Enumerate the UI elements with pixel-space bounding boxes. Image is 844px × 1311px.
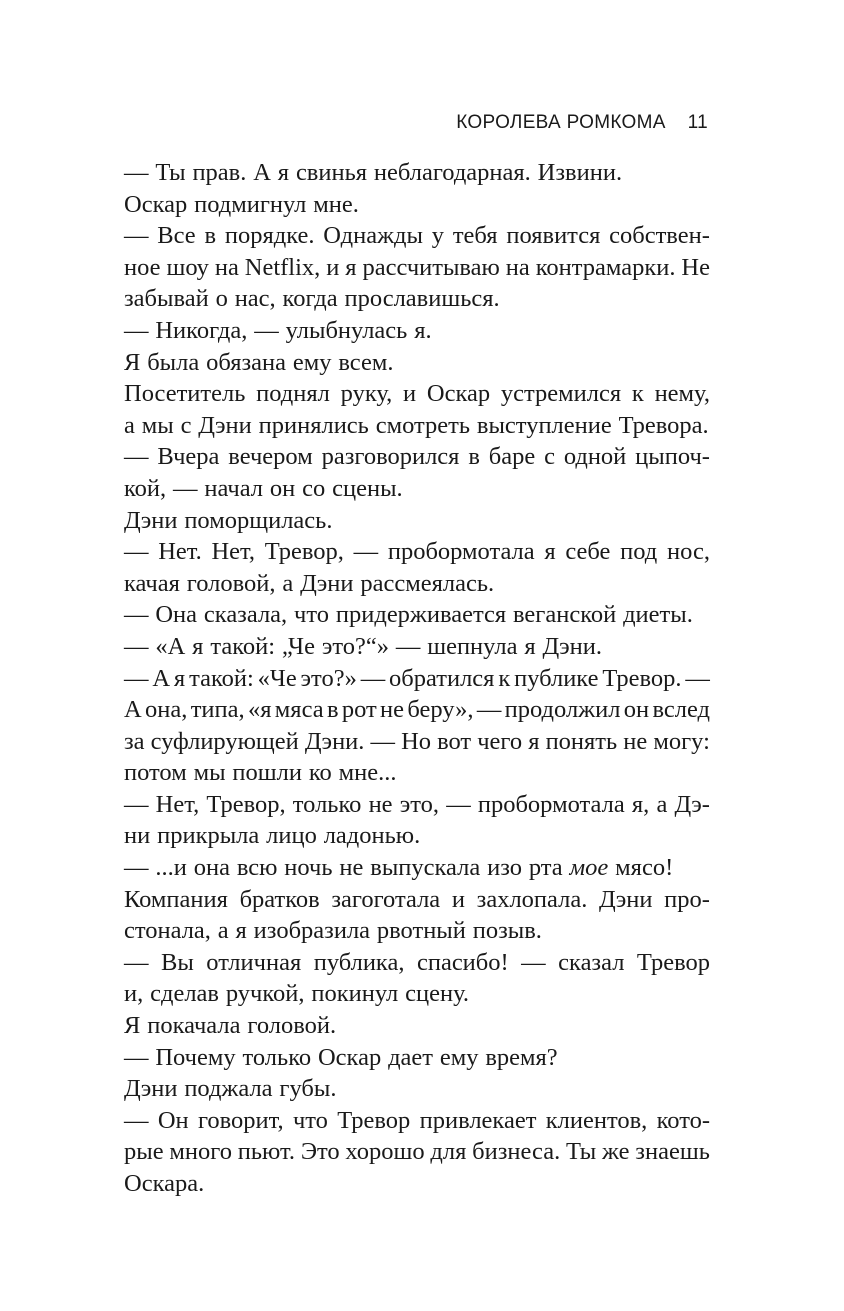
word: —: [395, 632, 421, 660]
word: ручкой,: [225, 980, 305, 1008]
text-line: [124, 283, 710, 315]
word: —: [446, 790, 471, 818]
word: Почему: [155, 1043, 236, 1071]
word: он: [269, 474, 296, 502]
word: Нет.: [158, 538, 202, 566]
word: с: [180, 411, 192, 439]
text-line: [124, 1010, 710, 1042]
word: и: [403, 380, 417, 408]
word: руку,: [340, 380, 393, 408]
word: пробормотала: [387, 538, 535, 566]
word: Оскар: [317, 1043, 382, 1071]
word: А: [253, 159, 271, 186]
word: кото-: [656, 1106, 710, 1134]
word: —: [124, 632, 149, 660]
word: «Че: [257, 664, 297, 692]
word: я: [524, 632, 536, 660]
word: типа,: [190, 696, 245, 724]
text-line: [124, 410, 710, 442]
word: к: [498, 664, 511, 692]
word: отличная: [206, 948, 302, 976]
word: он: [623, 696, 650, 724]
word: Тревор,: [264, 538, 344, 566]
text-line: [124, 1168, 710, 1200]
word: мне...: [338, 759, 397, 787]
word: у: [431, 222, 445, 250]
word: Дэни: [124, 1075, 178, 1103]
word: ему: [292, 348, 332, 376]
word: кой,: [124, 474, 167, 502]
word: дает: [388, 1043, 433, 1071]
word: ладонью.: [323, 822, 421, 850]
word: изо: [487, 854, 523, 882]
text-line: [124, 631, 710, 663]
word: Дэни: [124, 506, 178, 534]
word: и: [451, 885, 465, 913]
word: цыпоч-: [635, 443, 710, 471]
word: А: [124, 696, 142, 724]
word: —: [124, 316, 149, 344]
word: диеты.: [623, 601, 693, 629]
word: бизнеса.: [472, 1138, 561, 1166]
word: выступление: [476, 411, 612, 439]
text-line: [124, 852, 710, 884]
word: я: [235, 917, 247, 945]
word: прославишься.: [344, 285, 500, 313]
text-line: [124, 157, 710, 189]
word: захлопала.: [476, 885, 588, 913]
word: время?: [485, 1043, 558, 1071]
word: она: [193, 854, 230, 882]
word: покинул: [311, 980, 399, 1008]
word: я,: [631, 790, 650, 818]
word: на: [505, 253, 530, 281]
word: не: [623, 727, 648, 755]
word: Тревор,: [206, 790, 286, 818]
word: принялись: [258, 411, 369, 439]
word: стонала,: [124, 917, 211, 945]
word: что: [292, 1106, 328, 1134]
word: нему,: [654, 380, 710, 408]
word: рта: [528, 854, 563, 882]
word: неблагодарная.: [373, 159, 531, 186]
word: поморщилась.: [184, 506, 333, 534]
word: со: [302, 474, 326, 502]
word: клиентов,: [545, 1106, 648, 1134]
word: Извини.: [537, 159, 623, 186]
word: же: [602, 1138, 630, 1166]
word: в: [204, 222, 217, 250]
word: Netflix,: [244, 253, 321, 281]
text-line: [124, 884, 710, 916]
word: улыбнулась: [285, 316, 408, 344]
text-line: [124, 757, 710, 789]
word: не: [380, 696, 405, 724]
word: Она: [155, 601, 198, 629]
word: вот: [437, 727, 472, 755]
word: сцены.: [332, 474, 403, 502]
word: мы: [141, 411, 174, 439]
word: это,: [399, 790, 440, 818]
word: ночь: [284, 854, 333, 882]
word: «А: [155, 632, 186, 660]
word: свинья: [295, 159, 368, 186]
word: всем.: [338, 348, 394, 376]
word: только: [292, 790, 362, 818]
word: такой:: [189, 664, 254, 692]
text-line: [124, 1073, 710, 1105]
word: Тревор: [636, 948, 710, 976]
word: мяса: [274, 696, 324, 724]
word: Вы: [160, 948, 194, 976]
word: мы: [193, 759, 226, 787]
word: изобразила: [253, 917, 371, 945]
word: привлекает: [419, 1106, 537, 1134]
word: «я: [247, 696, 272, 724]
word: ...и: [155, 854, 187, 882]
word: это?“»: [321, 632, 389, 660]
word: с: [544, 443, 555, 471]
word: —: [124, 222, 149, 250]
word: рот: [341, 696, 377, 724]
word: поднял: [256, 380, 330, 408]
word: нос,: [666, 538, 710, 566]
word: —: [124, 664, 149, 692]
word: Нет,: [211, 538, 256, 566]
word: Дэни.: [542, 632, 603, 660]
word: ни: [124, 822, 151, 850]
word: понять: [545, 727, 618, 755]
word: —: [124, 790, 149, 818]
word: —: [124, 1043, 149, 1071]
word: она,: [145, 696, 188, 724]
word: Дэни.: [304, 727, 365, 755]
word: качая: [124, 569, 180, 597]
word: Тревор.: [602, 664, 682, 692]
word: —: [476, 696, 502, 724]
word: а: [282, 569, 294, 597]
word: пробормотала: [477, 790, 625, 818]
word: —: [124, 1106, 149, 1134]
word: я: [345, 253, 357, 281]
word: беру»,: [407, 696, 474, 724]
word: чего: [477, 727, 523, 755]
word: а: [124, 411, 135, 439]
word: рассчитываю: [362, 253, 500, 281]
word: публике: [514, 664, 599, 692]
word: Но: [401, 727, 432, 755]
word: загоготала: [331, 885, 441, 913]
word: шоу: [166, 253, 209, 281]
word: я: [192, 632, 204, 660]
word: обязана: [206, 348, 287, 376]
word: про-: [664, 885, 710, 913]
word: Я: [124, 1012, 141, 1040]
word: позыв.: [472, 917, 542, 945]
word: сделав: [150, 980, 219, 1008]
word: сцену.: [405, 980, 470, 1008]
word: —: [173, 474, 198, 502]
running-title: КОРОЛЕВА РОМКОМА: [456, 112, 666, 133]
word: —: [124, 948, 149, 976]
word: суфлирующей: [150, 727, 299, 755]
word: Это: [300, 1138, 340, 1166]
word: Посетитель: [124, 380, 246, 408]
word: продолжил: [504, 696, 621, 724]
word: Никогда,: [155, 316, 248, 344]
word: пьют.: [237, 1138, 296, 1166]
word: под: [620, 538, 658, 566]
word: Он: [157, 1106, 189, 1134]
word: братков: [239, 885, 320, 913]
word: —: [124, 538, 149, 566]
word: не: [339, 854, 364, 882]
word: говорит,: [197, 1106, 284, 1134]
word: начал: [204, 474, 264, 502]
word: Ты: [566, 1138, 597, 1166]
word: Однажды: [323, 222, 423, 250]
word: контрамарки.: [535, 253, 676, 281]
word: много: [169, 1138, 232, 1166]
word: —: [124, 854, 149, 882]
word: мое: [569, 854, 609, 882]
word: была: [147, 348, 200, 376]
word: поджала: [184, 1075, 273, 1103]
word: А: [152, 664, 171, 692]
word: Ты: [155, 159, 186, 186]
text-line: [124, 1136, 710, 1168]
word: сказал: [558, 948, 625, 976]
word: Дэни: [198, 411, 252, 439]
word: я: [173, 664, 186, 692]
word: мне.: [313, 190, 359, 218]
word: порядке.: [224, 222, 315, 250]
word: —: [124, 159, 149, 186]
text-line: [124, 599, 710, 631]
word: покачала: [147, 1012, 241, 1040]
word: Оскара.: [124, 1170, 205, 1197]
word: баре: [488, 443, 536, 471]
word: на: [214, 253, 239, 281]
text-line: [124, 536, 710, 568]
word: ему: [439, 1043, 479, 1071]
word: —: [521, 948, 546, 976]
text-line: [124, 252, 710, 284]
word: лицо: [266, 822, 317, 850]
word: пошли: [232, 759, 302, 787]
word: шепнула: [427, 632, 518, 660]
word: смотреть: [375, 411, 471, 439]
word: я: [528, 727, 540, 755]
word: —: [124, 443, 149, 471]
text-line: [124, 315, 710, 347]
word: рые: [124, 1138, 164, 1166]
word: мясо!: [615, 854, 674, 882]
word: публика,: [313, 948, 405, 976]
word: спасибо!: [416, 948, 509, 976]
word: Я: [124, 348, 141, 376]
word: я: [277, 159, 290, 186]
word: знаешь: [635, 1138, 710, 1166]
word: сказала,: [203, 601, 288, 629]
word: „Че: [281, 632, 315, 660]
word: разговорился: [321, 443, 460, 471]
text-line: [124, 789, 710, 821]
word: для: [430, 1138, 467, 1166]
word: себе: [565, 538, 611, 566]
text-line: [124, 505, 710, 537]
word: Вчера: [157, 443, 220, 471]
word: в: [468, 443, 480, 471]
page-number: 11: [687, 112, 708, 133]
word: могу:: [653, 727, 710, 755]
text-line: [124, 820, 710, 852]
word: появится: [506, 222, 601, 250]
word: я: [544, 538, 556, 566]
text-line: [124, 347, 710, 379]
word: —: [360, 664, 386, 692]
body-text: [124, 157, 710, 1200]
text-line: [124, 1105, 710, 1137]
word: —: [353, 538, 379, 566]
word: прав.: [192, 159, 247, 186]
text-line: [124, 915, 710, 947]
word: Нет,: [155, 790, 200, 818]
text-line: [124, 694, 710, 726]
word: когда: [282, 285, 338, 313]
word: такой:: [210, 632, 276, 660]
text-line: [124, 663, 710, 695]
word: обратился: [389, 664, 495, 692]
word: Тревора.: [618, 411, 709, 439]
word: Тревор: [337, 1106, 411, 1134]
text-line: [124, 947, 710, 979]
word: нас,: [234, 285, 276, 313]
word: только: [242, 1043, 312, 1071]
running-header: [456, 112, 708, 134]
word: губы.: [279, 1075, 337, 1103]
word: —: [254, 316, 279, 344]
word: рвотный: [376, 917, 466, 945]
word: Все: [157, 222, 196, 250]
word: и,: [124, 980, 144, 1008]
word: а: [217, 917, 229, 945]
word: Дэни: [300, 569, 354, 597]
word: Оскар: [426, 380, 491, 408]
word: я.: [414, 316, 432, 344]
word: собствен-: [609, 222, 710, 250]
word: головой,: [186, 569, 276, 597]
word: —: [124, 601, 149, 629]
word: выпускала: [370, 854, 481, 882]
word: —: [685, 664, 710, 692]
word: Не: [681, 253, 710, 281]
word: Дэ-: [674, 790, 710, 818]
word: одной: [563, 443, 627, 471]
word: не: [368, 790, 393, 818]
word: головой.: [247, 1012, 337, 1040]
word: веганской: [512, 601, 617, 629]
word: ко: [308, 759, 332, 787]
word: потом: [124, 759, 187, 787]
word: хорошо: [345, 1138, 425, 1166]
word: устремился: [500, 380, 622, 408]
word: вечером: [228, 443, 313, 471]
word: ное: [124, 253, 161, 281]
text-line: [124, 978, 710, 1010]
word: за: [124, 727, 145, 755]
word: прикрыла: [157, 822, 260, 850]
word: это?»: [300, 664, 357, 692]
text-line: [124, 726, 710, 758]
text-line: [124, 1042, 710, 1074]
word: придерживается: [335, 601, 507, 629]
word: что: [294, 601, 330, 629]
word: рассмеялась.: [360, 569, 495, 597]
text-line: [124, 189, 710, 221]
word: о: [215, 285, 228, 313]
text-line: [124, 473, 710, 505]
text-line: [124, 441, 710, 473]
word: в: [326, 696, 339, 724]
text-line: [124, 220, 710, 252]
word: всю: [236, 854, 278, 882]
word: и: [326, 253, 340, 281]
word: подмигнул: [194, 190, 307, 218]
word: тебя: [452, 222, 498, 250]
word: Компания: [124, 885, 228, 913]
word: Оскар: [124, 190, 188, 218]
word: к: [631, 380, 644, 408]
text-line: [124, 568, 710, 600]
word: Дэни: [599, 885, 653, 913]
word: а: [656, 790, 668, 818]
word: вслед: [652, 696, 710, 724]
word: забывай: [124, 285, 209, 313]
word: —: [370, 727, 395, 755]
text-line: [124, 378, 710, 410]
